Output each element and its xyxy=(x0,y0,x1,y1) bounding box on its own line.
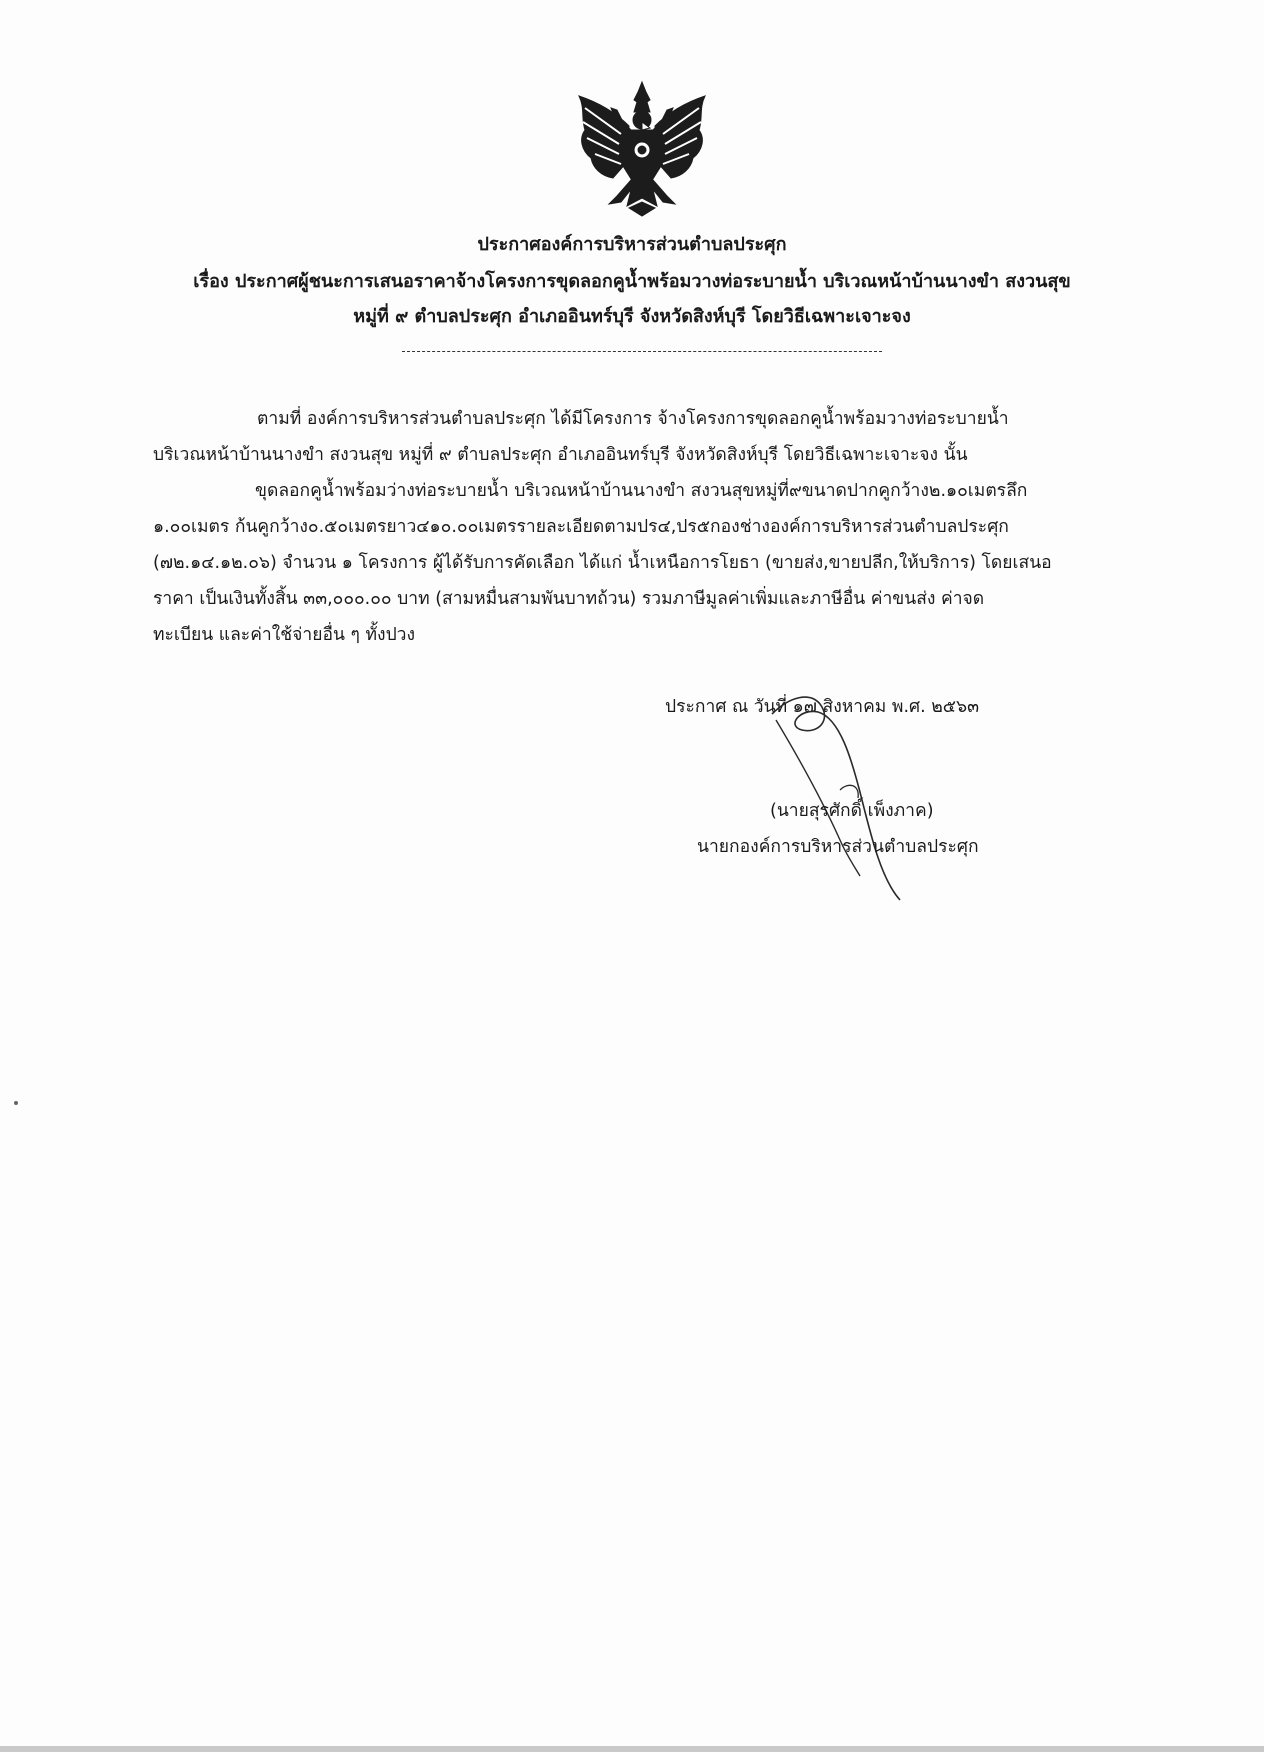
body-paragraph-2-line-5: ทะเบียน และค่าใช้จ่ายอื่น ๆ ทั้งปวง xyxy=(153,625,416,645)
scan-bottom-edge xyxy=(0,1746,1264,1752)
body-paragraph-1-line-2: บริเวณหน้าบ้านนางขำ สงวนสุข หมู่ที่ ๙ ตำบลประศุก อำเภออินทร์บุรี จังหวัดสิงห์บุรี โดยวิธีเฉพาะเจาะจง นั้น xyxy=(153,445,968,465)
announcement-subject: เรื่อง ประกาศผู้ชนะการเสนอราคาจ้างโครงการขุดลอกคูน้ำพร้อมวางท่อระบายน้ำ บริเวณหน้าบ้านนางขำ สงวนสุข xyxy=(193,271,1071,292)
signer-title: นายกองค์การบริหารส่วนตำบลประศุก xyxy=(697,837,979,857)
announcement-title: ประกาศองค์การบริหารส่วนตำบลประศุก xyxy=(477,234,787,255)
garuda-emblem-icon xyxy=(571,78,713,218)
scan-speck xyxy=(14,1101,18,1105)
body-paragraph-2-line-4: ราคา เป็นเงินทั้งสิ้น ๓๓,๐๐๐.๐๐ บาท (สามหมื่นสามพันบาทถ้วน) รวมภาษีมูลค่าเพิ่มและภาษีอื่น ค่าขนส่ง ค่าจด xyxy=(153,589,985,609)
announcement-date: ประกาศ ณ วันที่ ๑๗ สิงหาคม พ.ศ. ๒๕๖๓ xyxy=(665,697,980,717)
signer-name: (นายสุรศักดิ์ เพ็งภาค) xyxy=(770,801,934,821)
body-paragraph-2-line-2: ๑.๐๐เมตร ก้นคูกว้าง๐.๕๐เมตรยาว๔๑๐.๐๐เมตรรายละเอียดตามปร๔,ปร๕กองช่างองค์การบริหารส่วนตำบลประศุก xyxy=(153,517,1009,537)
title-divider xyxy=(402,351,882,352)
announcement-subject-continued: หมู่ที่ ๙ ตำบลประศุก อำเภออินทร์บุรี จังหวัดสิงห์บุรี โดยวิธีเฉพาะเจาะจง xyxy=(353,306,911,327)
body-paragraph-2-line-3: (๗๒.๑๔.๑๒.๐๖) จำนวน ๑ โครงการ ผู้ได้รับการคัดเลือก ได้แก่ น้ำเหนือการโยธา (ขายส่ง,ขายปลีก,ให้บริการ) โดยเสนอ xyxy=(153,553,1052,573)
body-paragraph-1-line-1: ตามที่ องค์การบริหารส่วนตำบลประศุก ได้มีโครงการ จ้างโครงการขุดลอกคูน้ำพร้อมวางท่อระบายน้ำ xyxy=(257,409,1009,429)
body-paragraph-2-line-1: ขุดลอกคูน้ำพร้อมว่างท่อระบายน้ำ บริเวณหน้าบ้านนางขำ สงวนสุขหมู่ที่๙ขนาดปากคูกว้าง๒.๑๐เมตรลึก xyxy=(255,481,1028,501)
